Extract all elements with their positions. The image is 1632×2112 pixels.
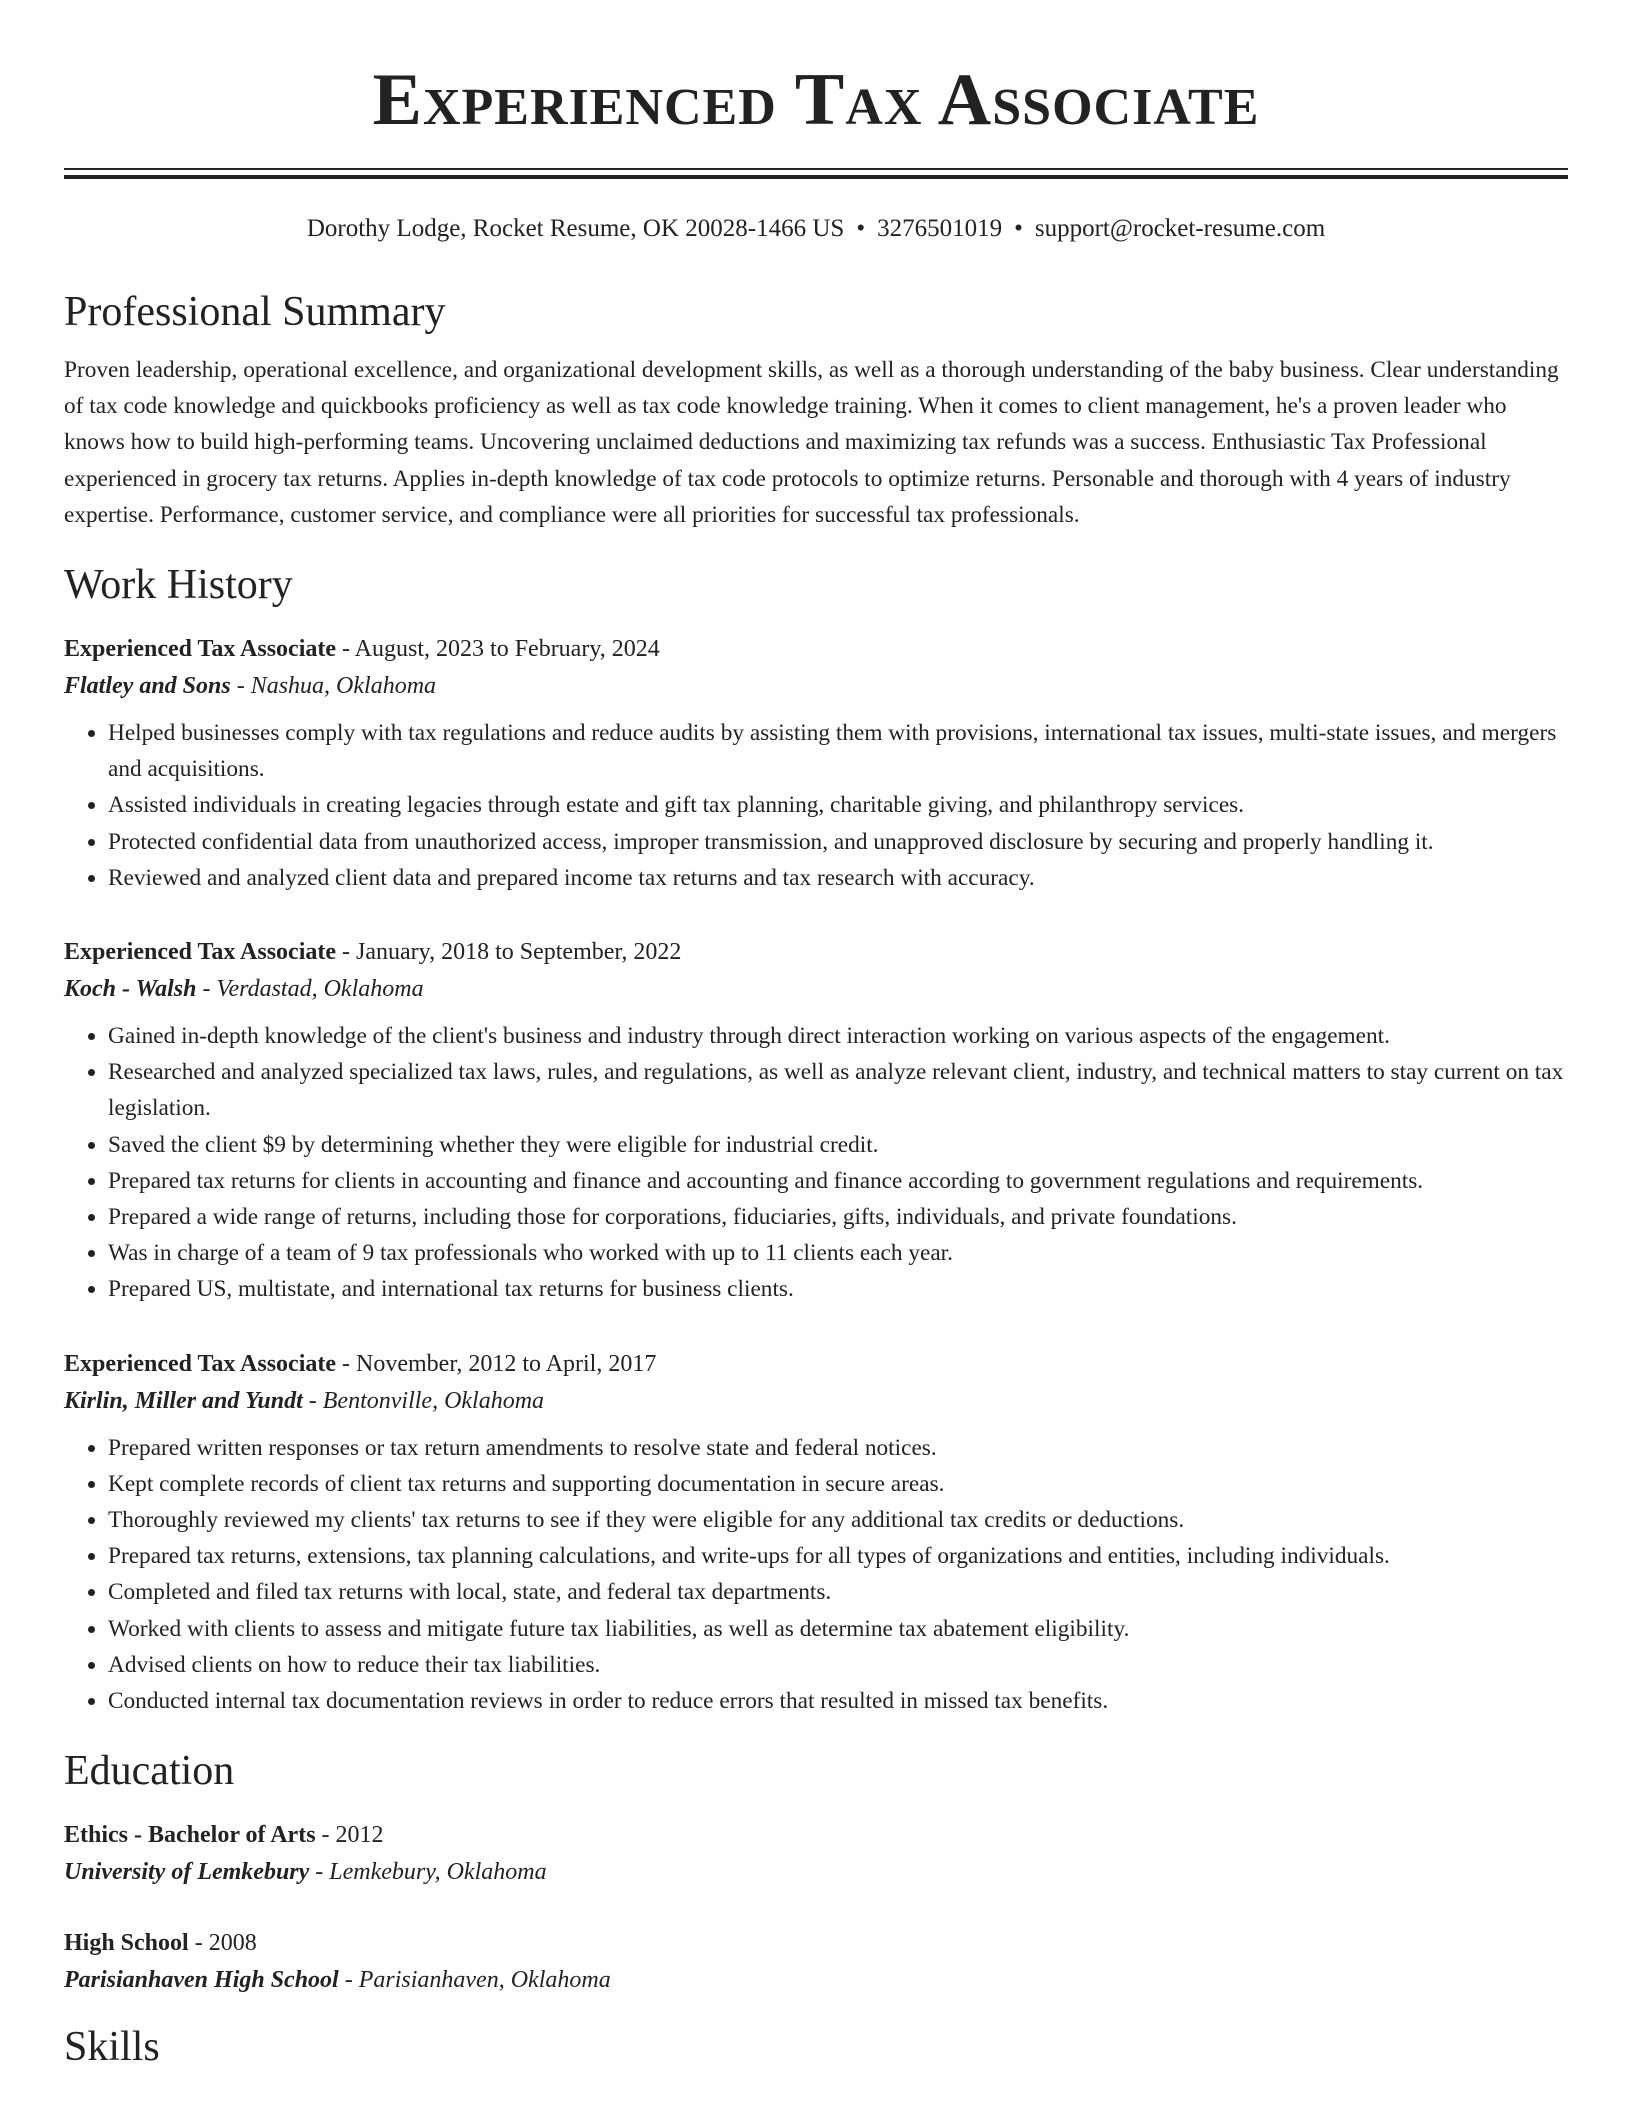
- job-duty: • Helped businesses comply with tax regulations and reduce audits by assisting them with provisions, international tax issues, multi-state issues, and mergers and acquisitions.: [108, 715, 1568, 787]
- job-duty: • Reviewed and analyzed client data and prepared income tax returns and tax research with accuracy.: [108, 860, 1568, 896]
- job-duty: • Protected confidential data from unauthorized access, improper transmission, and unapproved disclosure by securing and properly handling it.: [108, 824, 1568, 860]
- job-duty: • Saved the client $9 by determining whether they were eligible for industrial credit.: [108, 1127, 1568, 1163]
- job-dates: - November, 2012 to April, 2017: [336, 1350, 657, 1377]
- job-duty: • Researched and analyzed specialized tax laws, rules, and regulations, as well as analyze relevant client, industry, and technical matters to stay current on tax legislation.: [108, 1054, 1568, 1126]
- resume-title: Experienced Tax Associate: [372, 59, 1260, 141]
- job-duties-list: [64, 1018, 1568, 1308]
- job-duty: • Assisted individuals in creating legacies through estate and gift tax planning, charitable giving, and philanthropy services.: [108, 787, 1568, 823]
- job-header: [64, 633, 1568, 665]
- job-company: Koch - Walsh: [64, 976, 197, 1003]
- contact-separator: •: [1014, 215, 1023, 242]
- job-entry: [64, 633, 1568, 896]
- title-double-rule: [64, 168, 1568, 179]
- education-header: [64, 1927, 1568, 1959]
- section-heading-education: Education: [64, 1748, 235, 1795]
- job-location: - Nashua, Oklahoma: [230, 673, 437, 700]
- job-duty: • Completed and filed tax returns with local, state, and federal tax departments.: [108, 1574, 1568, 1610]
- contact-separator: •: [856, 215, 866, 242]
- job-company: Flatley and Sons: [64, 673, 231, 700]
- education-location: - Lemkebury, Oklahoma: [309, 1859, 547, 1886]
- job-duty: • Was in charge of a team of 9 tax professionals who worked with up to 11 clients each year.: [108, 1235, 1568, 1271]
- job-dates: - January, 2018 to September, 2022: [336, 939, 682, 966]
- section-heading-summary: Professional Summary: [64, 289, 446, 335]
- job-employer: [64, 974, 1568, 1004]
- section-heading-work-history: Work History: [64, 562, 293, 609]
- education-year: - 2012: [315, 1822, 384, 1849]
- job-entry: [64, 1348, 1568, 1720]
- education-header: [64, 1819, 1568, 1851]
- job-title: Experienced Tax Associate: [64, 636, 337, 663]
- job-duty: • Gained in-depth knowledge of the client's business and industry through direct interaction working on various aspects of the engagement.: [108, 1018, 1568, 1054]
- job-duty: • Worked with clients to assess and mitigate future tax liabilities, as well as determine tax abatement eligibility.: [108, 1611, 1568, 1647]
- summary-text: Proven leadership, operational excellence, and organizational development skills, as well as a thorough understanding of the baby business. Clear understanding of tax code knowledge and quickbooks proficiency as well as tax code knowledge training. When it comes to client management, he's a proven leader who knows how to build high-performing teams. Uncovering unclaimed deductions and maximizing tax refunds was a success. Enthusiastic Tax Professional experienced in grocery tax returns. Applies in-depth knowledge of tax code protocols to optimize returns. Personable and thorough with 4 years of industry expertise. Performance, customer service, and compliance were all priorities for successful tax professionals.: [64, 357, 1559, 528]
- education-degree: High School: [64, 1930, 189, 1957]
- job-duty: • Kept complete records of client tax returns and supporting documentation in secure areas.: [108, 1466, 1568, 1502]
- job-duty: • Prepared tax returns for clients in accounting and finance and accounting and finance according to government regulations and requirements.: [108, 1163, 1568, 1199]
- contact-phone: 3276501019: [877, 215, 1003, 242]
- job-location: - Bentonville, Oklahoma: [302, 1387, 545, 1414]
- resume-page: [64, 0, 1568, 2071]
- job-title: Experienced Tax Associate: [64, 939, 337, 966]
- contact-line: [64, 213, 1568, 245]
- education-school: Parisianhaven High School: [64, 1967, 339, 1994]
- job-location: - Verdastad, Oklahoma: [196, 976, 424, 1003]
- job-employer: [64, 671, 1568, 701]
- job-employer: [64, 1386, 1568, 1416]
- education-entry: [64, 1819, 1568, 1887]
- education-institution: [64, 1857, 1568, 1887]
- job-duty: • Prepared written responses or tax return amendments to resolve state and federal notices.: [108, 1430, 1568, 1466]
- contact-address: Dorothy Lodge, Rocket Resume, OK 20028-1466 US: [306, 215, 845, 242]
- job-duties-list: [64, 715, 1568, 896]
- education-institution: [64, 1965, 1568, 1995]
- education-school: University of Lemkebury: [64, 1859, 310, 1886]
- job-header: [64, 936, 1568, 968]
- education-degree: Ethics - Bachelor of Arts: [64, 1822, 316, 1849]
- job-duty: • Prepared a wide range of returns, including those for corporations, fiduciaries, gifts, individuals, and private foundations.: [108, 1199, 1568, 1235]
- job-dates: - August, 2023 to February, 2024: [336, 636, 660, 663]
- job-title: Experienced Tax Associate: [64, 1350, 337, 1377]
- education-year: - 2008: [188, 1930, 257, 1957]
- education-entry: [64, 1927, 1568, 1995]
- job-duty: • Prepared US, multistate, and international tax returns for business clients.: [108, 1271, 1568, 1307]
- job-duty: • Thoroughly reviewed my clients' tax returns to see if they were eligible for any additional tax credits or deductions.: [108, 1502, 1568, 1538]
- job-duty: • Prepared tax returns, extensions, tax planning calculations, and write-ups for all types of organizations and entities, including individuals.: [108, 1538, 1568, 1574]
- job-company: Kirlin, Miller and Yundt: [64, 1387, 303, 1414]
- job-header: [64, 1348, 1568, 1380]
- job-duty: • Conducted internal tax documentation reviews in order to reduce errors that resulted in missed tax benefits.: [108, 1683, 1568, 1719]
- job-duties-list: [64, 1430, 1568, 1720]
- job-duty: • Advised clients on how to reduce their tax liabilities.: [108, 1647, 1568, 1683]
- education-location: - Parisianhaven, Oklahoma: [338, 1967, 611, 1994]
- contact-email: support@rocket-resume.com: [1034, 215, 1326, 242]
- section-heading-skills: Skills: [64, 2024, 160, 2071]
- job-entry: [64, 936, 1568, 1308]
